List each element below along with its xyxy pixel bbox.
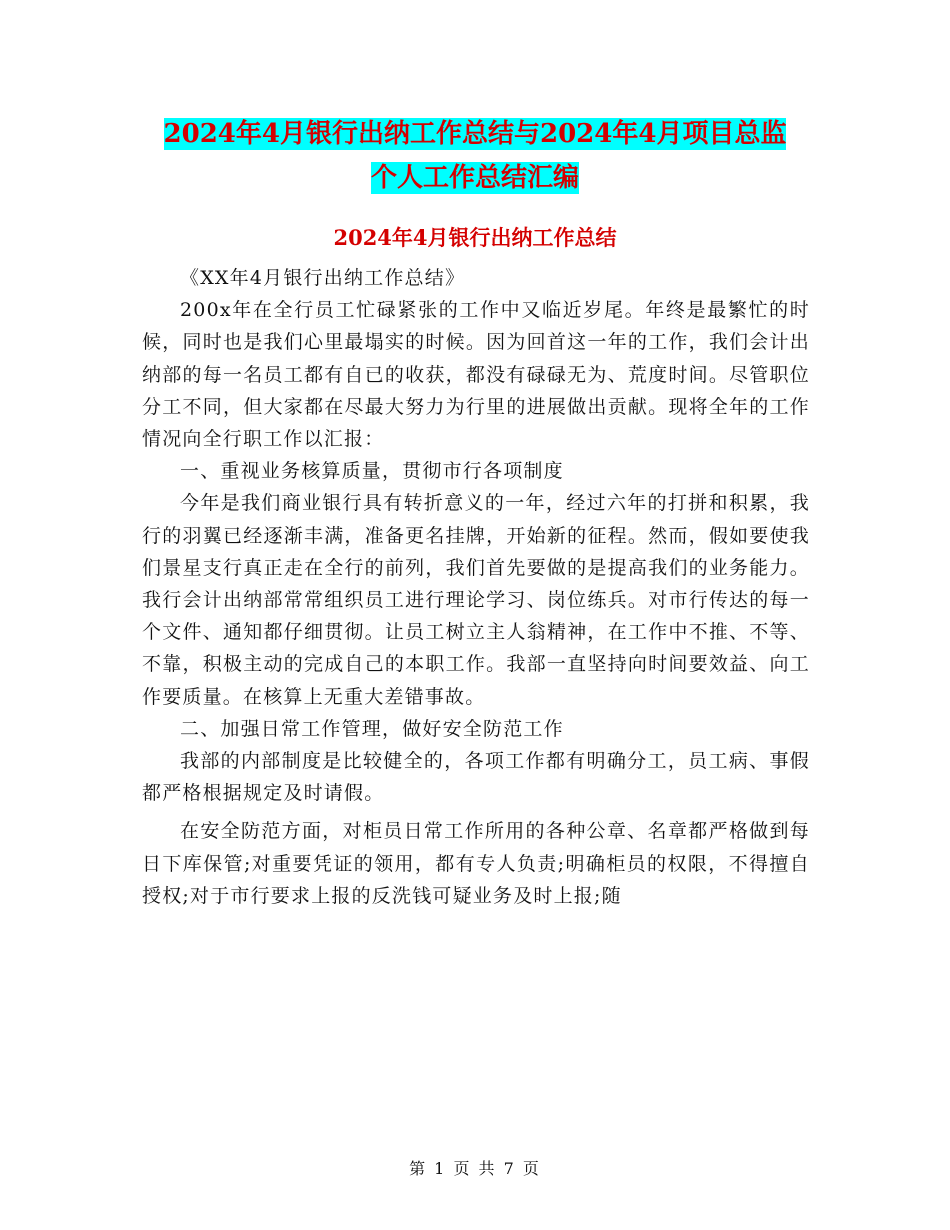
- paragraph-heading-2: 二、加强日常工作管理，做好安全防范工作: [180, 717, 564, 740]
- paragraph-intro: 200x年在全行员工忙碌紧张的工作中又临近岁尾。年终是最繁忙的时候，同时也是我们心里最塌实的时候。因为回首这一年的工作，我们会计出纳部的每一名员工都有自已的收获，都没有碌碌无为、荒度时间。尽管职位分工不同，但大家都在尽最大努力为行里的进展做出贡献。现将全年的工作情况向全行职工作以汇报：: [142, 299, 810, 451]
- paragraph-subtitle: 《XX年4月银行出纳工作总结》: [180, 267, 466, 289]
- section-title: 2024年4月银行出纳工作总结: [333, 225, 617, 250]
- document-body: [142, 262, 810, 912]
- paragraph-heading-1: 一、重视业务核算质量，贯彻市行各项制度: [180, 460, 564, 483]
- paragraph-security: 在安全防范方面，对柜员日常工作所用的各种公章、名章都严格做到每日下库保管;对重要凭证的领用，都有专人负责;明确柜员的权限，不得擅自授权;对于市行要求上报的反洗钱可疑业务及时上报;随: [142, 820, 810, 907]
- paragraph-section-1: 今年是我们商业银行具有转折意义的一年，经过六年的打拼和积累，我行的羽翼已经逐渐丰满，准备更名挂牌，开始新的征程。然而，假如要使我们景星支行真正走在全行的前列，我们首先要做的是提高我们的业务能力。我行会计出纳部常常组织员工进行理论学习、岗位练兵。对市行传达的每一个文件、通知都仔细贯彻。让员工树立主人翁精神，在工作中不推、不等、不靠，积极主动的完成自己的本职工作。我部一直坚持向时间要效益、向工作要质量。在核算上无重大差错事故。: [142, 492, 810, 708]
- document-title: [0, 112, 950, 200]
- paragraph-section-2: 我部的内部制度是比较健全的，各项工作都有明确分工，员工病、事假都严格根据规定及时请假。: [142, 750, 810, 805]
- title-line-2: 个人工作总结汇编: [370, 163, 579, 193]
- page-footer: 第 1 页 共 7 页: [409, 1159, 541, 1178]
- title-line-1: 2024年4月银行出纳工作总结与2024年4月项目总监: [163, 119, 787, 149]
